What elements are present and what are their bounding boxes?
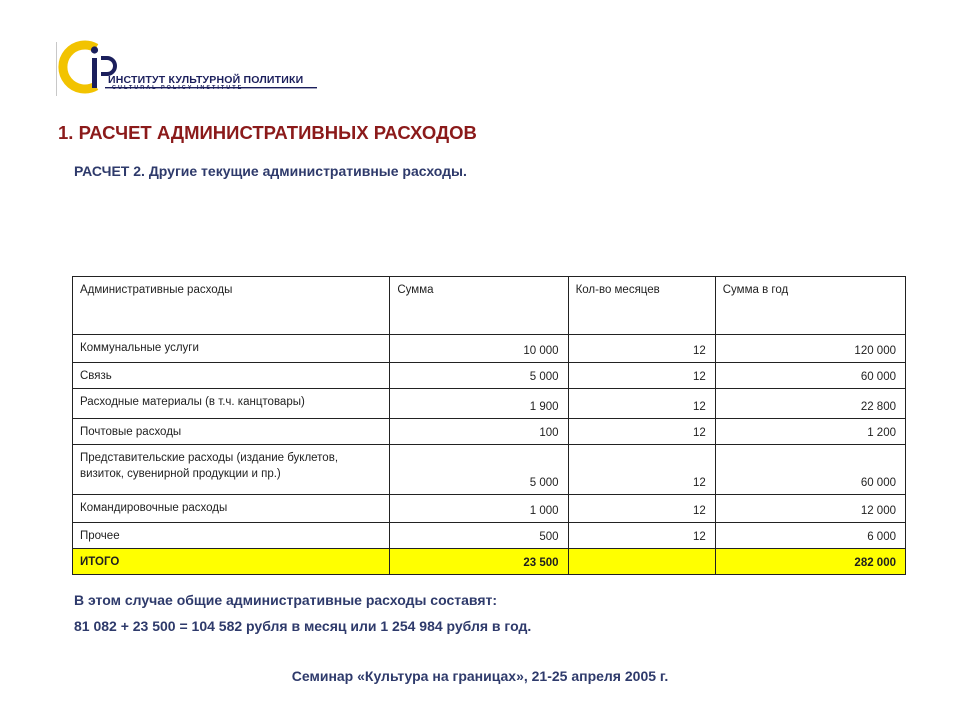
summary-line-1: В этом случае общие административные расходы составят: [74,592,498,608]
header-months: Кол-во месяцев [568,277,715,335]
summary-line-2: 81 082 + 23 500 = 104 582 рубля в месяц или 1 254 984 рубля в год. [74,618,532,634]
row-sum: 1 900 [390,389,568,419]
table-row [73,419,906,445]
row-year: 60 000 [715,363,905,389]
row-months: 12 [568,389,715,419]
page-title: 1. РАСЧЕТ АДМИНИСТРАТИВНЫХ РАСХОДОВ [58,122,477,143]
row-year: 12 000 [715,495,905,523]
table-header-row [73,277,906,335]
row-sum: 500 [390,523,568,549]
row-name: Почтовые расходы [73,419,390,445]
row-months: 12 [568,363,715,389]
row-year: 1 200 [715,419,905,445]
row-months: 12 [568,335,715,363]
row-sum: 5 000 [390,363,568,389]
logo-name-ru: ИНСТИТУТ КУЛЬТУРНОЙ ПОЛИТИКИ [108,74,304,86]
logo-divider [56,42,57,96]
row-year: 22 800 [715,389,905,419]
total-sum: 23 500 [390,549,568,575]
row-name: Расходные материалы (в т.ч. канцтовары) [73,389,390,419]
row-name: Коммунальные услуги [73,335,390,363]
total-row [73,549,906,575]
summary-block [74,592,531,644]
row-name: Представительские расходы (издание буклетов, визиток, сувенирной продукции и пр.) [73,445,390,495]
total-months [568,549,715,575]
table-row [73,523,906,549]
header-expenses: Административные расходы [73,277,390,335]
row-year: 60 000 [715,445,905,495]
row-sum: 5 000 [390,445,568,495]
row-name: Командировочные расходы [73,495,390,523]
row-name: Связь [73,363,390,389]
row-months: 12 [568,445,715,495]
table-row [73,445,906,495]
row-months: 12 [568,523,715,549]
logo-name-en: CULTURAL POLICY INSTITUTE [112,85,244,91]
table-row [73,389,906,419]
row-year: 120 000 [715,335,905,363]
page-subtitle: РАСЧЕТ 2. Другие текущие административные расходы. [74,163,467,179]
total-label: ИТОГО [73,549,390,575]
table-row [73,335,906,363]
expenses-table [72,276,906,575]
row-months: 12 [568,419,715,445]
row-sum: 1 000 [390,495,568,523]
header-year-sum: Сумма в год [715,277,905,335]
table-row [73,495,906,523]
row-name: Прочее [73,523,390,549]
row-sum: 10 000 [390,335,568,363]
row-sum: 100 [390,419,568,445]
row-year: 6 000 [715,523,905,549]
footer-seminar: Семинар «Культура на границах», 21-25 апреля 2005 г. [291,668,669,684]
total-year: 282 000 [715,549,905,575]
header-sum: Сумма [390,277,568,335]
row-months: 12 [568,495,715,523]
table-row [73,363,906,389]
